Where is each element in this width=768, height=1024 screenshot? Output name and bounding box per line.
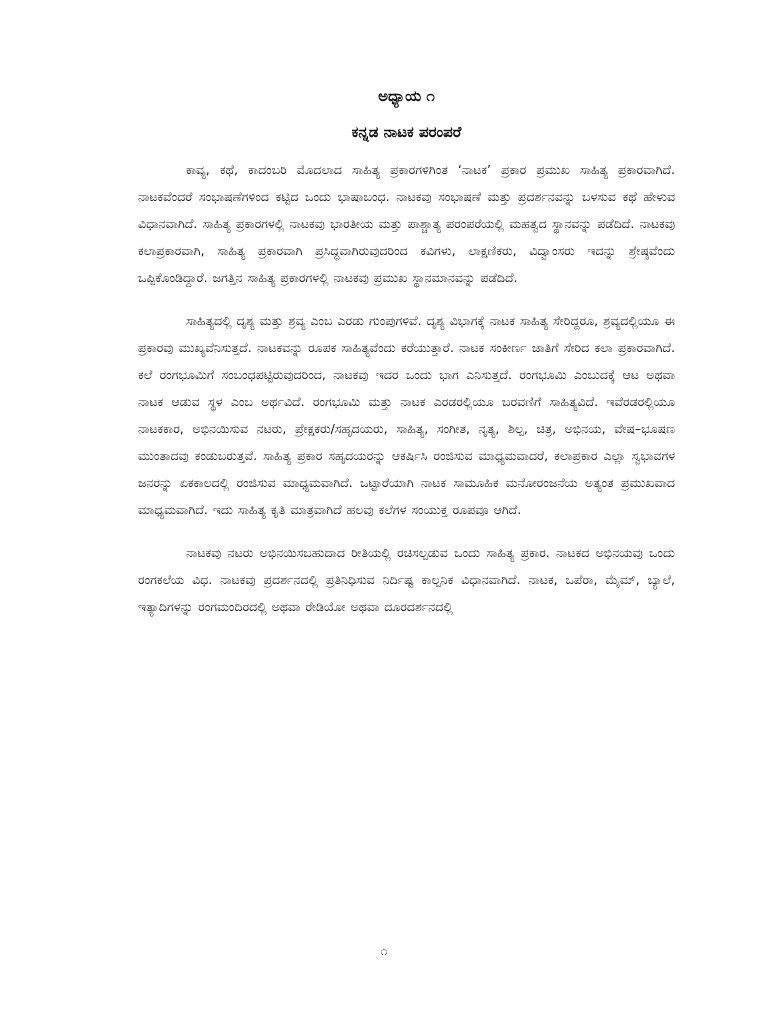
paragraph-2: ಸಾಹಿತ್ಯದಲ್ಲಿ ದೃಶ್ಯ ಮತ್ತು ಶ್ರವ್ಯ ಎಂಬ ಎರಡು ಗುಂಪುಗಳಿವೆ. ದೃಶ್ಯ ವಿಭಾಗಕ್ಕೆ ನಾಟಕ ಸಾಹಿತ್ಯ ಸೇರಿದ್ದರೂ, ಶ್ರವ್ಯದಲ್ಲಿಯೂ ಈ ಪ್ರಕಾರವು ಮುಖ್ಯವೆನಿಸುತ್ತದೆ. ನಾಟಕವನ್ನು ರೂಪಕ ಸಾಹಿತ್ಯವೆಂದು ಕರೆಯುತ್ತಾರೆ. ನಾಟಕ ಸಂಕೀರ್ಣ ಜಾತಿಗೆ ಸೇರಿದ ಕಲಾ ಪ್ರಕಾರವಾಗಿದೆ. ಕಲೆ ರಂಗಭೂಮಿಗೆ ಸಂಬಂಧಪಟ್ಟಿರುವುದರಿಂದ, ನಾಟಕವು ಇದರ ಒಂದು ಭಾಗ ಎನಿಸುತ್ತದೆ. ರಂಗಭೂಮಿ ಎಂಬುದಕ್ಕೆ ಆಟ ಅಥವಾ ನಾಟಕ ಆಡುವ ಸ್ಥಳ ಎಂಬ ಅರ್ಥವಿದೆ. ರಂಗಭೂಮಿ ಮತ್ತು ನಾಟಕ ಎರಡರಲ್ಲಿಯೂ ಬರವಣಿಗೆ ಸಾಹಿತ್ಯವಿದೆ. ಇವೆರಡರಲ್ಲಿಯೂ ನಾಟಕಕಾರ, ಅಭಿನಯಿಸುವ ನಟರು, ಪ್ರೇಕ್ಷಕರು/ಸಹೃದಯರು, ಸಾಹಿತ್ಯ, ಸಂಗೀತ, ನೃತ್ಯ, ಶಿಲ್ಪ, ಚಿತ್ರ, ಅಭಿನಯ, ವೇಷ–ಭೂಷಣ ಮುಂತಾದವು ಕಂಡುಬರುತ್ತವೆ. ಸಾಹಿತ್ಯ ಪ್ರಕಾರ ಸಹೃದಯರನ್ನು ಆಕರ್ಷಿಸಿ ರಂಜಿಸುವ ಮಾಧ್ಯಮವಾದರೆ, ಕಲಾಪ್ರಕಾರ ಎಲ್ಲಾ ಸ್ವಭಾವಗಳ ಜನರನ್ನು ಏಕಕಾಲದಲ್ಲಿ ರಂಜಿಸುವ ಮಾಧ್ಯಮವಾಗಿದೆ. ಒಟ್ಟಾರೆಯಾಗಿ ನಾಟಕ ಸಾಮೂಹಿಕ ಮನೋರಂಜನೆಯ ಅತ್ಯಂತ ಪ್ರಮುಖವಾದ ಮಾಧ್ಯಮವಾಗಿದೆ. ಇದು ಸಾಹಿತ್ಯ ಕೃತಿ ಮಾತ್ರವಾಗಿದೆ ಹಲವು ಕಲೆಗಳ ಸಂಯುಕ್ತ ರೂಪವೂ ಆಗಿದೆ. [138, 313, 675, 517]
paragraph-1: ಕಾವ್ಯ, ಕಥೆ, ಕಾದಂಬರಿ ಮೊದಲಾದ ಸಾಹಿತ್ಯ ಪ್ರಕಾರಗಳಿಗಿಂತ ‘ನಾಟಕ’ ಪ್ರಕಾರ ಪ್ರಮುಖ ಸಾಹಿತ್ಯ ಪ್ರಕಾರವಾಗಿದೆ. ನಾಟಕವೆಂದರೆ ಸಂಭಾಷಣೆಗಳಿಂದ ಕಟ್ಟಿದ ಒಂದು ಭಾಷಾಬಂಧ. ನಾಟಕವು ಸಂಭಾಷಣೆ ಮತ್ತು ಪ್ರದರ್ಶನವನ್ನು ಬಳಸುವ ಕಥೆ ಹೇಳುವ ವಿಧಾನವಾಗಿದೆ. ಸಾಹಿತ್ಯ ಪ್ರಕಾರಗಳಲ್ಲಿ ನಾಟಕವು ಭಾರತೀಯ ಮತ್ತು ಪಾಶ್ಚಾತ್ಯ ಪರಂಪರೆಯಲ್ಲಿ ಮಹತ್ವದ ಸ್ಥಾನವನ್ನು ಪಡೆದಿದೆ. ನಾಟಕವು ಕಲಾಪ್ರಕಾರವಾಗಿ, ಸಾಹಿತ್ಯ ಪ್ರಕಾರವಾಗಿ ಪ್ರಸಿದ್ಧವಾಗಿರುವುದರಿಂದ ಕವಿಗಳು, ಲಾಕ್ಷಣಿಕರು, ವಿದ್ವಾಂಸರು ಇದನ್ನು ಶ್ರೇಷ್ಠವೆಂದು ಒಪ್ಪಿಕೊಂಡಿದ್ದಾರೆ. ಜಗತ್ತಿನ ಸಾಹಿತ್ಯ ಪ್ರಕಾರಗಳಲ್ಲಿ ನಾಟಕವು ಪ್ರಮುಖ ಸ್ಥಾನಮಾನವನ್ನು ಪಡೆದಿದೆ. [138, 162, 675, 285]
chapter-title: ಅಧ್ಯಾಯ ೧ [378, 87, 435, 105]
document-page [138, 86, 675, 636]
page-number: ೧ [380, 944, 388, 958]
chapter-subtitle: ಕನ್ನಡ ನಾಟಕ ಪರಂಪರೆ [351, 123, 462, 141]
paragraph-3: ನಾಟಕವು ನಟರು ಅಭಿನಯಿಸಬಹುದಾದ ರೀತಿಯಲ್ಲಿ ರಚಿಸಲ್ಪಡುವ ಒಂದು ಸಾಹಿತ್ಯ ಪ್ರಕಾರ. ನಾಟಕದ ಅಭಿನಯವು ಒಂದು ರಂಗಕಲೆಯ ವಿಧ. ನಾಟಕವು ಪ್ರದರ್ಶನದಲ್ಲಿ ಪ್ರತಿನಿಧಿಸುವ ನಿರ್ದಿಷ್ಟ ಕಾಲ್ಪನಿಕ ವಿಧಾನವಾಗಿದೆ. ನಾಟಕ, ಒಪೆರಾ, ಮೈಮ್, ಬ್ಯಾಲೆ, ಇತ್ಯಾದಿಗಳನ್ನು ರಂಗಮಂದಿರದಲ್ಲಿ ಅಥವಾ ರೇಡಿಯೋ ಅಥವಾ ದೂರದರ್ಶನದಲ್ಲಿ [138, 545, 675, 614]
